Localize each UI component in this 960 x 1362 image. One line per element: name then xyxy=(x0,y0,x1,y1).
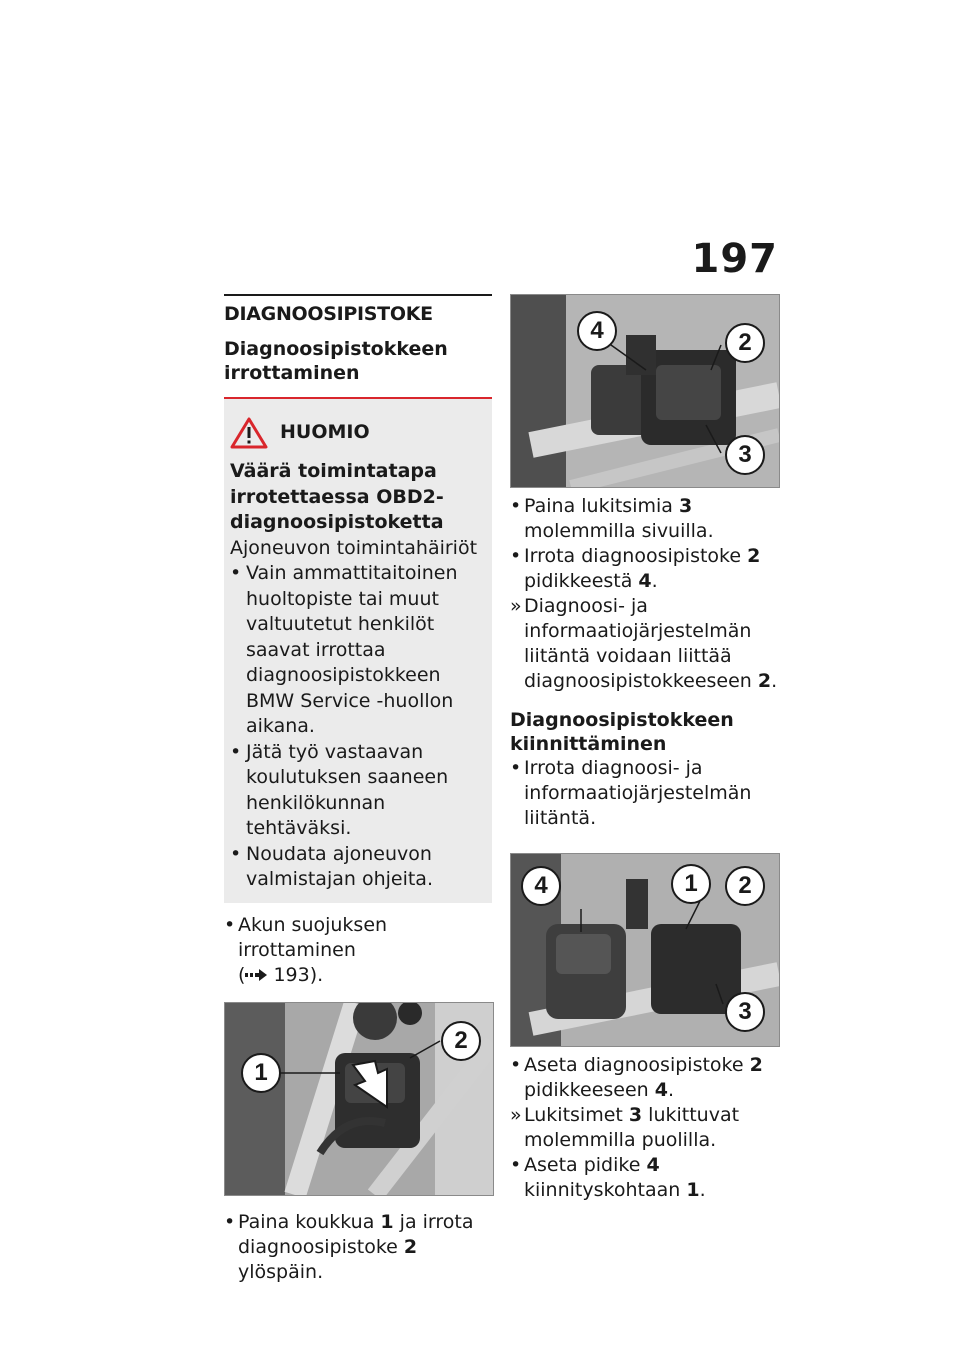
list-item: • Noudata ajoneuvon valmistajan ohjeita. xyxy=(230,842,433,890)
list-item: • Aseta pidike 4 kiinnityskohtaan 1. xyxy=(510,1154,706,1201)
list-item: • Vain ammattitaitoinen huoltopiste tai muut valtuutetut henkilöt saavat irrottaa diagnoosipistokkeen BMW Service -huollon aikana. xyxy=(230,562,458,737)
notice-label: HUOMIO xyxy=(280,421,370,444)
warning-triangle-icon xyxy=(230,417,268,449)
notice-list xyxy=(230,561,488,893)
callout-badge: 4 xyxy=(577,311,617,351)
callout-badge: 2 xyxy=(441,1021,481,1061)
callout-badge: 2 xyxy=(725,323,765,363)
callout-badge: 3 xyxy=(725,435,765,475)
list-item: • Irrota diagnoosipistoke 2 pidikkeestä 4. xyxy=(510,545,761,592)
callout-badge: 2 xyxy=(725,866,765,906)
step-battery-cover: • Akun suojuksen irrottaminen ( 193). xyxy=(224,913,388,986)
page-reference: 193). xyxy=(267,963,324,986)
photo-hook-release xyxy=(224,1002,494,1196)
sub-title-attach: Diagnoosipistokkeen kiinnittäminen xyxy=(510,709,734,755)
notice-title: Väärä toimintatapa irrotettaessa OBD2-diagnoosipistoketta xyxy=(230,460,444,533)
right-column xyxy=(510,294,780,1203)
steps-attach xyxy=(510,1053,780,1203)
list-item: • Paina lukitsimia 3 molemmilla sivuilla. xyxy=(510,495,714,542)
list-item: • Irrota diagnoosi- ja informaatiojärjestelmän liitäntä. xyxy=(510,757,752,829)
steps-remove xyxy=(510,494,780,694)
page-number: 197 xyxy=(691,236,778,282)
list-item: • Aseta diagnoosipistoke 2 pidikkeeseen 4. xyxy=(510,1054,763,1101)
callout-badge: 3 xyxy=(725,992,765,1032)
warning-notice xyxy=(224,397,492,903)
step-press-hook: • Paina koukkua 1 ja irrota diagnoosipistoke 2 ylöspäin. xyxy=(224,1210,474,1283)
list-item: » Diagnoosi- ja informaatiojärjestelmän liitäntä voidaan liittää diagnoosipistokkeeseen 2. xyxy=(510,595,778,692)
callout-badge: 1 xyxy=(671,864,711,904)
callout-badge: 4 xyxy=(521,866,561,906)
section-title: DIAGNOOSIPISTOKE xyxy=(224,303,433,325)
page-reference-arrow-icon xyxy=(245,969,267,981)
notice-consequence: Ajoneuvon toimintahäiriöt xyxy=(230,536,478,559)
photo-latches xyxy=(510,294,780,488)
sub-title-remove: Diagnoosipistokkeen irrottaminen xyxy=(224,338,448,384)
notice-header xyxy=(230,417,488,449)
callout-badge: 1 xyxy=(241,1053,281,1093)
list-item: » Lukitsimet 3 lukittuvat molemmilla puolilla. xyxy=(510,1104,740,1151)
section-rule xyxy=(224,294,492,296)
photo-attach xyxy=(510,853,780,1047)
list-item: • Jätä työ vastaavan koulutuksen saaneen henkilökunnan tehtäväksi. xyxy=(230,740,449,839)
left-column xyxy=(224,294,492,1285)
